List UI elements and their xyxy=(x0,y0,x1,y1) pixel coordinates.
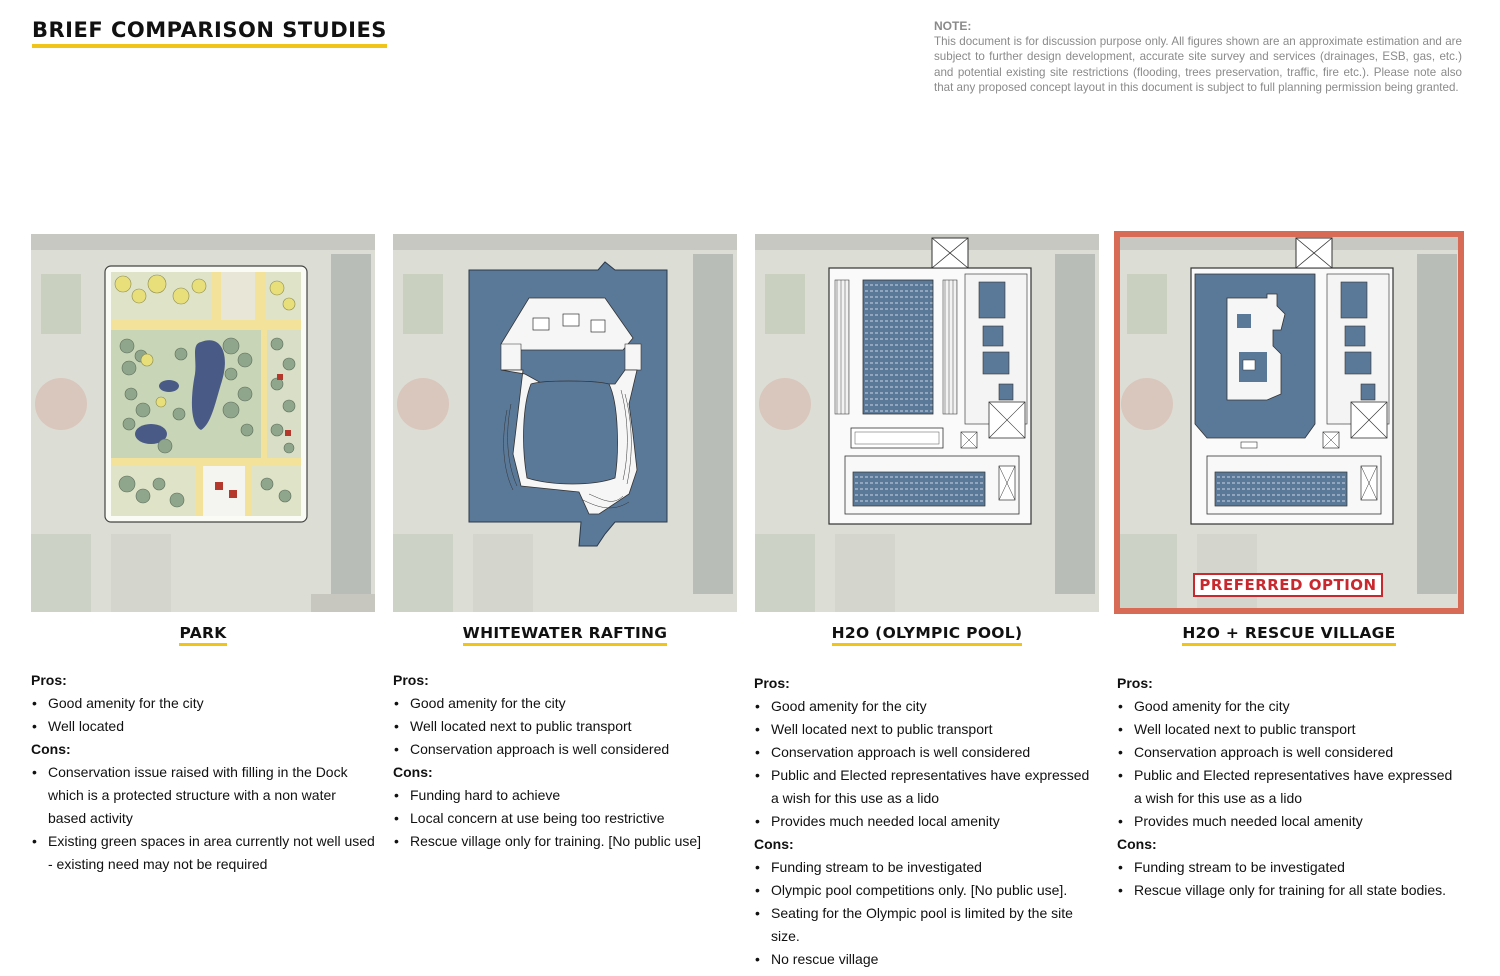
list-item: • Funding hard to achieve xyxy=(393,784,738,807)
list-item: • Conservation approach is well considered xyxy=(754,741,1100,764)
list-item: • Funding stream to be investigated xyxy=(754,856,1100,879)
pros-list xyxy=(754,695,1100,833)
list-item: • Olympic pool competitions only. [No public use]. xyxy=(754,879,1100,902)
list-item: • Good amenity for the city xyxy=(393,692,738,715)
list-item: • Local concern at use being too restrictive xyxy=(393,807,738,830)
preferred-option-label: PREFERRED OPTION xyxy=(1193,573,1383,597)
list-item: • Provides much needed local amenity xyxy=(754,810,1100,833)
pros-list xyxy=(1117,695,1463,833)
whitewater-rafting-site-plan xyxy=(393,234,737,612)
list-item: • No rescue village xyxy=(754,948,1100,971)
list-item: • Well located xyxy=(31,715,376,738)
cons-list xyxy=(393,784,738,853)
option-title-rescue-village xyxy=(1117,624,1461,646)
pros-heading: Pros: xyxy=(31,672,67,688)
whitewater-rafting-pros-cons xyxy=(393,669,738,853)
list-item: • Good amenity for the city xyxy=(754,695,1100,718)
rescue-village-pros-cons xyxy=(1117,672,1463,902)
option-title-whitewater-rafting xyxy=(393,624,737,646)
park-site-plan xyxy=(31,234,375,612)
list-item: • Rescue village only for training. [No public use] xyxy=(393,830,738,853)
park-plan-drawing xyxy=(31,234,375,612)
olympic-pool-pros-cons xyxy=(754,672,1100,971)
list-item: • Rescue village only for training for all state bodies. xyxy=(1117,879,1463,902)
cons-list xyxy=(1117,856,1463,902)
list-item: • Existing green spaces in area currently not well used - existing need may not be required xyxy=(31,830,376,876)
cons-heading: Cons: xyxy=(31,741,71,757)
pros-heading: Pros: xyxy=(754,675,790,691)
list-item: • Conservation approach is well considered xyxy=(393,738,738,761)
disclaimer-note xyxy=(934,19,1462,96)
list-item: • Seating for the Olympic pool is limited by the site size. xyxy=(754,902,1100,948)
cons-heading: Cons: xyxy=(1117,836,1157,852)
park-pros-cons xyxy=(31,669,376,876)
olympic-pool-site-plan xyxy=(755,234,1099,612)
rescue-village-plan-drawing xyxy=(1117,234,1461,612)
rescue-village-site-plan xyxy=(1117,234,1461,612)
pros-list xyxy=(393,692,738,761)
option-title-olympic-pool xyxy=(755,624,1099,646)
pros-heading: Pros: xyxy=(393,672,429,688)
pros-list xyxy=(31,692,376,738)
list-item: • Funding stream to be investigated xyxy=(1117,856,1463,879)
list-item: • Well located next to public transport xyxy=(754,718,1100,741)
option-title-text: H2O + RESCUE VILLAGE xyxy=(1182,624,1395,646)
list-item: • Provides much needed local amenity xyxy=(1117,810,1463,833)
list-item: • Public and Elected representatives have expressed a wish for this use as a lido xyxy=(754,764,1100,810)
pros-heading: Pros: xyxy=(1117,675,1153,691)
cons-heading: Cons: xyxy=(754,836,794,852)
page-title: BRIEF COMPARISON STUDIES xyxy=(32,18,387,48)
list-item: • Good amenity for the city xyxy=(31,692,376,715)
cons-heading: Cons: xyxy=(393,764,433,780)
cons-list xyxy=(31,761,376,876)
note-heading: NOTE: xyxy=(934,19,972,33)
option-title-text: WHITEWATER RAFTING xyxy=(463,624,668,646)
list-item: • Conservation approach is well considered xyxy=(1117,741,1463,764)
list-item: • Well located next to public transport xyxy=(393,715,738,738)
olympic-pool-plan-drawing xyxy=(755,234,1099,612)
option-title-park xyxy=(31,624,375,646)
option-title-text: PARK xyxy=(179,624,226,646)
rafting-plan-drawing xyxy=(393,234,737,612)
note-body: This document is for discussion purpose only. All figures shown are an approximate estimation and are subject to further design development, accurate site survey and services (drainages, ESB, gas, etc.) and potential existing site restrictions (flooding, trees preservation, traffic, fire etc.). Please note also that any proposed concept layout in this document is subject to full planning permission being granted. xyxy=(934,35,1462,95)
list-item: • Well located next to public transport xyxy=(1117,718,1463,741)
list-item: • Conservation issue raised with filling in the Dock which is a protected structure with a non water based activity xyxy=(31,761,376,830)
list-item: • Public and Elected representatives have expressed a wish for this use as a lido xyxy=(1117,764,1463,810)
option-title-text: H2O (OLYMPIC POOL) xyxy=(832,624,1023,646)
cons-list xyxy=(754,856,1100,971)
list-item: • Good amenity for the city xyxy=(1117,695,1463,718)
